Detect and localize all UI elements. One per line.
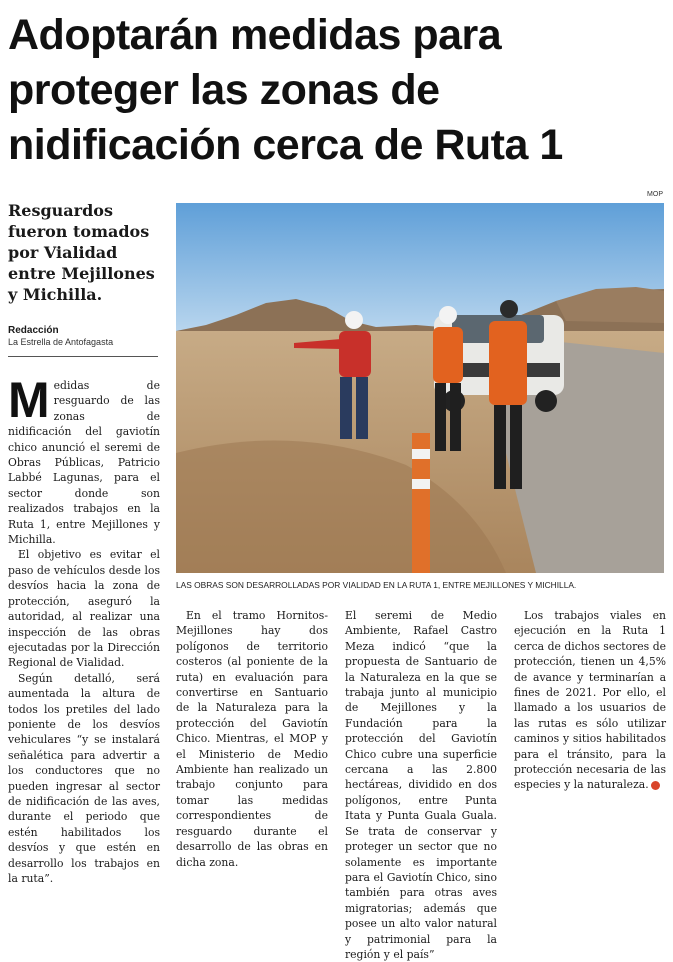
subhead-line-4: entre Mejillones	[8, 264, 155, 283]
paragraph-1	[8, 372, 160, 547]
paragraph-6-text: Los trabajos viales en ejecución en la Ruta 1 cerca de dichos sectores de protección, tienen un 4,5% de avance y terminarían a fines de 2021. Por ello, el llamado a los usuarios de las rutas es sólo utilizar caminos y sitios habilitados para el tránsito, para la protección necesaria de las especies y la naturaleza.	[514, 609, 666, 792]
byline	[8, 325, 158, 347]
article-column-3	[345, 608, 497, 962]
subheadline	[8, 200, 163, 305]
photo-caption: LAS OBRAS SON DESARROLLADAS POR VIALIDAD EN LA RUTA 1, ENTRE MEJILLONES Y MICHILLA.	[176, 580, 577, 590]
headline-line-2: proteger las zonas de	[8, 66, 440, 114]
headline-line-1: Adoptarán medidas para	[8, 11, 502, 59]
article-column-1	[8, 372, 160, 886]
road-delineator-post	[412, 433, 430, 573]
article-column-2	[176, 608, 328, 870]
paragraph-6	[514, 608, 666, 793]
article-column-4	[514, 608, 666, 793]
subhead-line-5: y Michilla.	[8, 285, 103, 304]
subhead-line-3: por Vialidad	[8, 243, 118, 262]
paragraph-4: En el tramo Hornitos-Mejillones hay dos polígonos de territorio costeros (al poniente de la ruta) en evaluación para convertirse en Santuario de la Naturaleza para la protección del Gaviotín Chico. Mientras, el MOP y el Ministerio de Medio Ambiente han realizado un trabajo conjunto para tomar las medidas correspondientes de resguardo durante el desarrollo de las obras en dicha zona.	[176, 609, 328, 869]
byline-outlet: La Estrella de Antofagasta	[8, 337, 114, 347]
paragraph-3: Según detalló, será aumentada la altura de todos los pretiles del lado poniente de los desvíos vehiculares “y se instalará señalética para advertir a los conductores que no pueden ingresar al sector de nidificación de las aves, durante el periodo que estén habilitados los desvíos y que estén en desarrollo los trabajos en la ruta”.	[8, 671, 160, 885]
paragraph-2: El objetivo es evitar el paso de vehículos desde los desvíos hacia la zona de protección, aseguró la autoridad, al realizar una inspección de las obras ejecutadas por la Dirección Regional de Vialidad.	[8, 548, 160, 670]
paragraph-5-continued: El seremi de Medio Ambiente, Rafael Castro Meza indicó “que la propuesta de Santuario de la Naturaleza en la que se trabaja junto al municipio de Mejillones y la Fundación para la protección del Gaviotín Chico cubre una superficie cercana a las 2.800 hectáreas, dividido en dos polígonos, entre Punta Itata y Punta Guala Guala. Se trata de conservar y proteger un sector que no solamente es importante para el Gaviotín Chico, sino también para otras aves migratorias; además que posee un alto valor natural y patrimonial para la región y el país”	[345, 609, 497, 961]
drop-cap: M	[8, 372, 50, 428]
headline	[8, 8, 668, 173]
headline-line-3: nidificación cerca de Ruta 1	[8, 121, 563, 169]
byline-author: Redacción	[8, 325, 59, 336]
end-mark-icon	[651, 781, 660, 790]
article-photo	[176, 203, 664, 573]
byline-divider	[8, 356, 158, 357]
subhead-line-1: Resguardos	[8, 201, 113, 220]
subhead-line-2: fueron tomados	[8, 222, 150, 241]
photo-credit: MOP	[647, 191, 663, 198]
paragraph-1-text: edidas de resguardo de las zonas de nidificación del gaviotín chico anunció el seremi de Obras Públicas, Patricio Labbé Lagunas, para el sector donde son realizados trabajos en la Ruta 1, entre Mejillones y Michilla.	[8, 379, 160, 547]
